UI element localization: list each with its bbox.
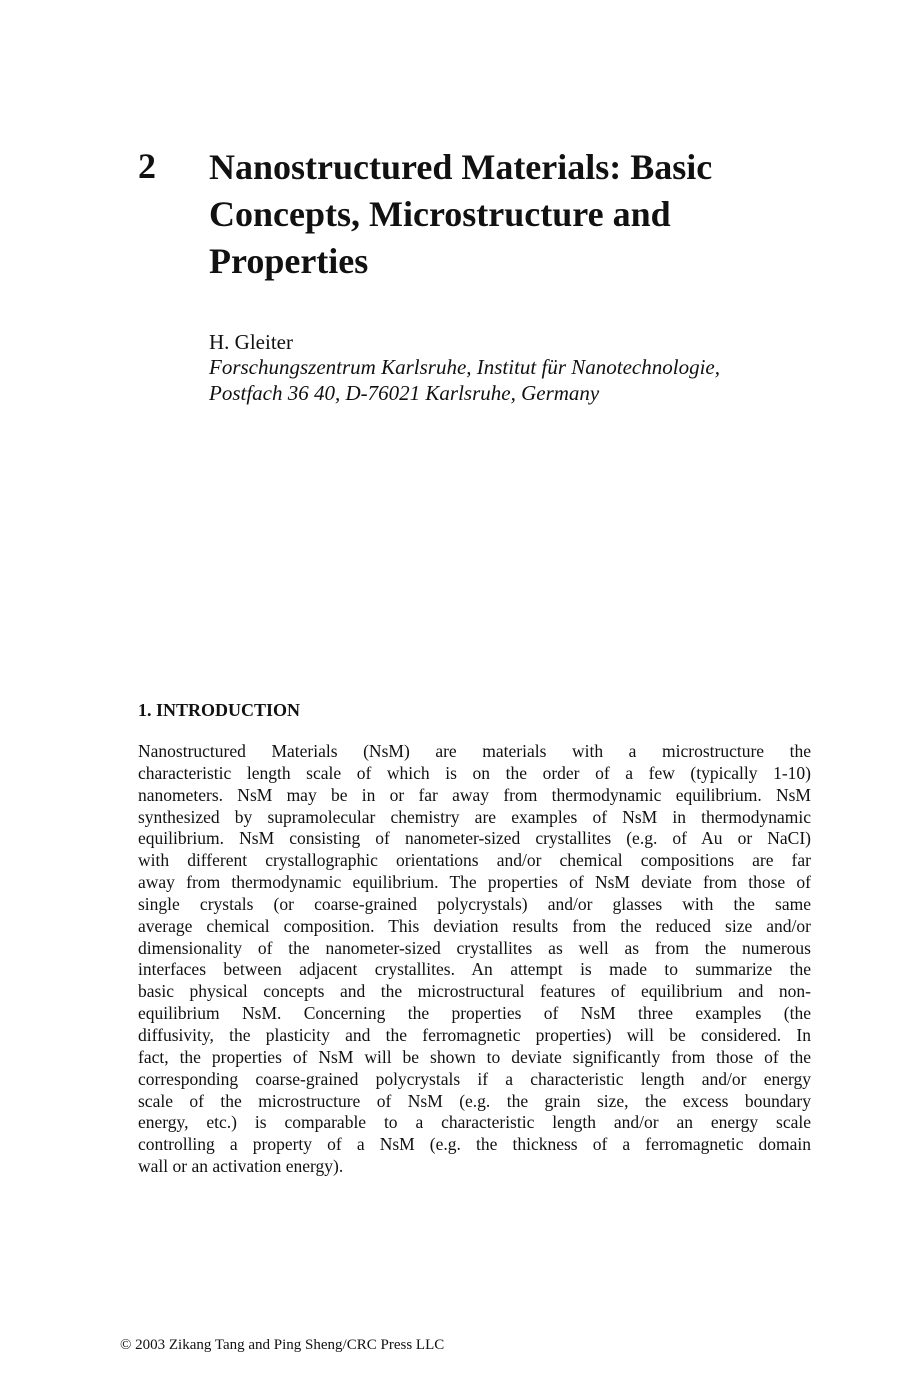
chapter-title — [209, 144, 849, 285]
affiliation-line: Postfach 36 40, D-76021 Karlsruhe, Germany — [209, 381, 600, 405]
author-affiliation — [209, 354, 720, 406]
paragraph-line: energy, etc.) is comparable to a characteristic length and/or an energy scale — [138, 1112, 811, 1133]
section-heading: 1. INTRODUCTION — [138, 700, 301, 720]
paragraph-line: interfaces between adjacent crystallites. An attempt is made to summarize the — [138, 959, 811, 980]
paragraph-line: basic physical concepts and the microstructural features of equilibrium and non- — [138, 981, 811, 1002]
introduction-paragraph — [138, 741, 811, 1178]
paragraph-line: equilibrium NsM. Concerning the properties of NsM three examples (the — [138, 1003, 811, 1024]
paragraph-line: nanometers. NsM may be in or far away from thermodynamic equilibrium. NsM — [138, 784, 811, 805]
paragraph-line: wall or an activation energy). — [138, 1156, 344, 1177]
paragraph-line: with different crystallographic orientations and/or chemical compositions are far — [138, 850, 811, 871]
chapter-title-line: Properties — [209, 241, 369, 281]
paragraph-line: away from thermodynamic equilibrium. The properties of NsM deviate from those of — [138, 872, 811, 893]
paragraph-line: fact, the properties of NsM will be shown to deviate significantly from those of the — [138, 1046, 811, 1067]
paragraph-line: Nanostructured Materials (NsM) are materials with a microstructure the — [138, 741, 811, 761]
paragraph-line: single crystals (or coarse-grained polycrystals) and/or glasses with the same — [138, 893, 811, 914]
paragraph-line: controlling a property of a NsM (e.g. the thickness of a ferromagnetic domain — [138, 1134, 811, 1155]
paragraph-line: diffusivity, the plasticity and the ferromagnetic properties) will be considered. In — [138, 1024, 811, 1045]
author-name: H. Gleiter — [209, 330, 293, 354]
paragraph-line: synthesized by supramolecular chemistry are examples of NsM in thermodynamic — [138, 806, 811, 827]
chapter-number: 2 — [138, 146, 156, 186]
paragraph-line: equilibrium. NsM consisting of nanometer-sized crystallites (e.g. of Au or NaCI) — [138, 828, 811, 849]
paragraph-line: corresponding coarse-grained polycrystals if a characteristic length and/or energy — [138, 1068, 811, 1089]
paragraph-line: characteristic length scale of which is on the order of a few (typically 1-10) — [138, 762, 811, 783]
paragraph-line: average chemical composition. This deviation results from the reduced size and/or — [138, 915, 811, 936]
affiliation-line: Forschungszentrum Karlsruhe, Institut für Nanotechnologie, — [209, 355, 720, 379]
paragraph-line: dimensionality of the nanometer-sized crystallites as well as from the numerous — [138, 937, 811, 958]
chapter-title-line: Concepts, Microstructure and — [209, 194, 671, 234]
paragraph-line: scale of the microstructure of NsM (e.g. the grain size, the excess boundary — [138, 1090, 811, 1111]
copyright-notice: © 2003 Zikang Tang and Ping Sheng/CRC Press LLC — [120, 1337, 445, 1353]
chapter-title-line: Nanostructured Materials: Basic — [209, 147, 713, 187]
